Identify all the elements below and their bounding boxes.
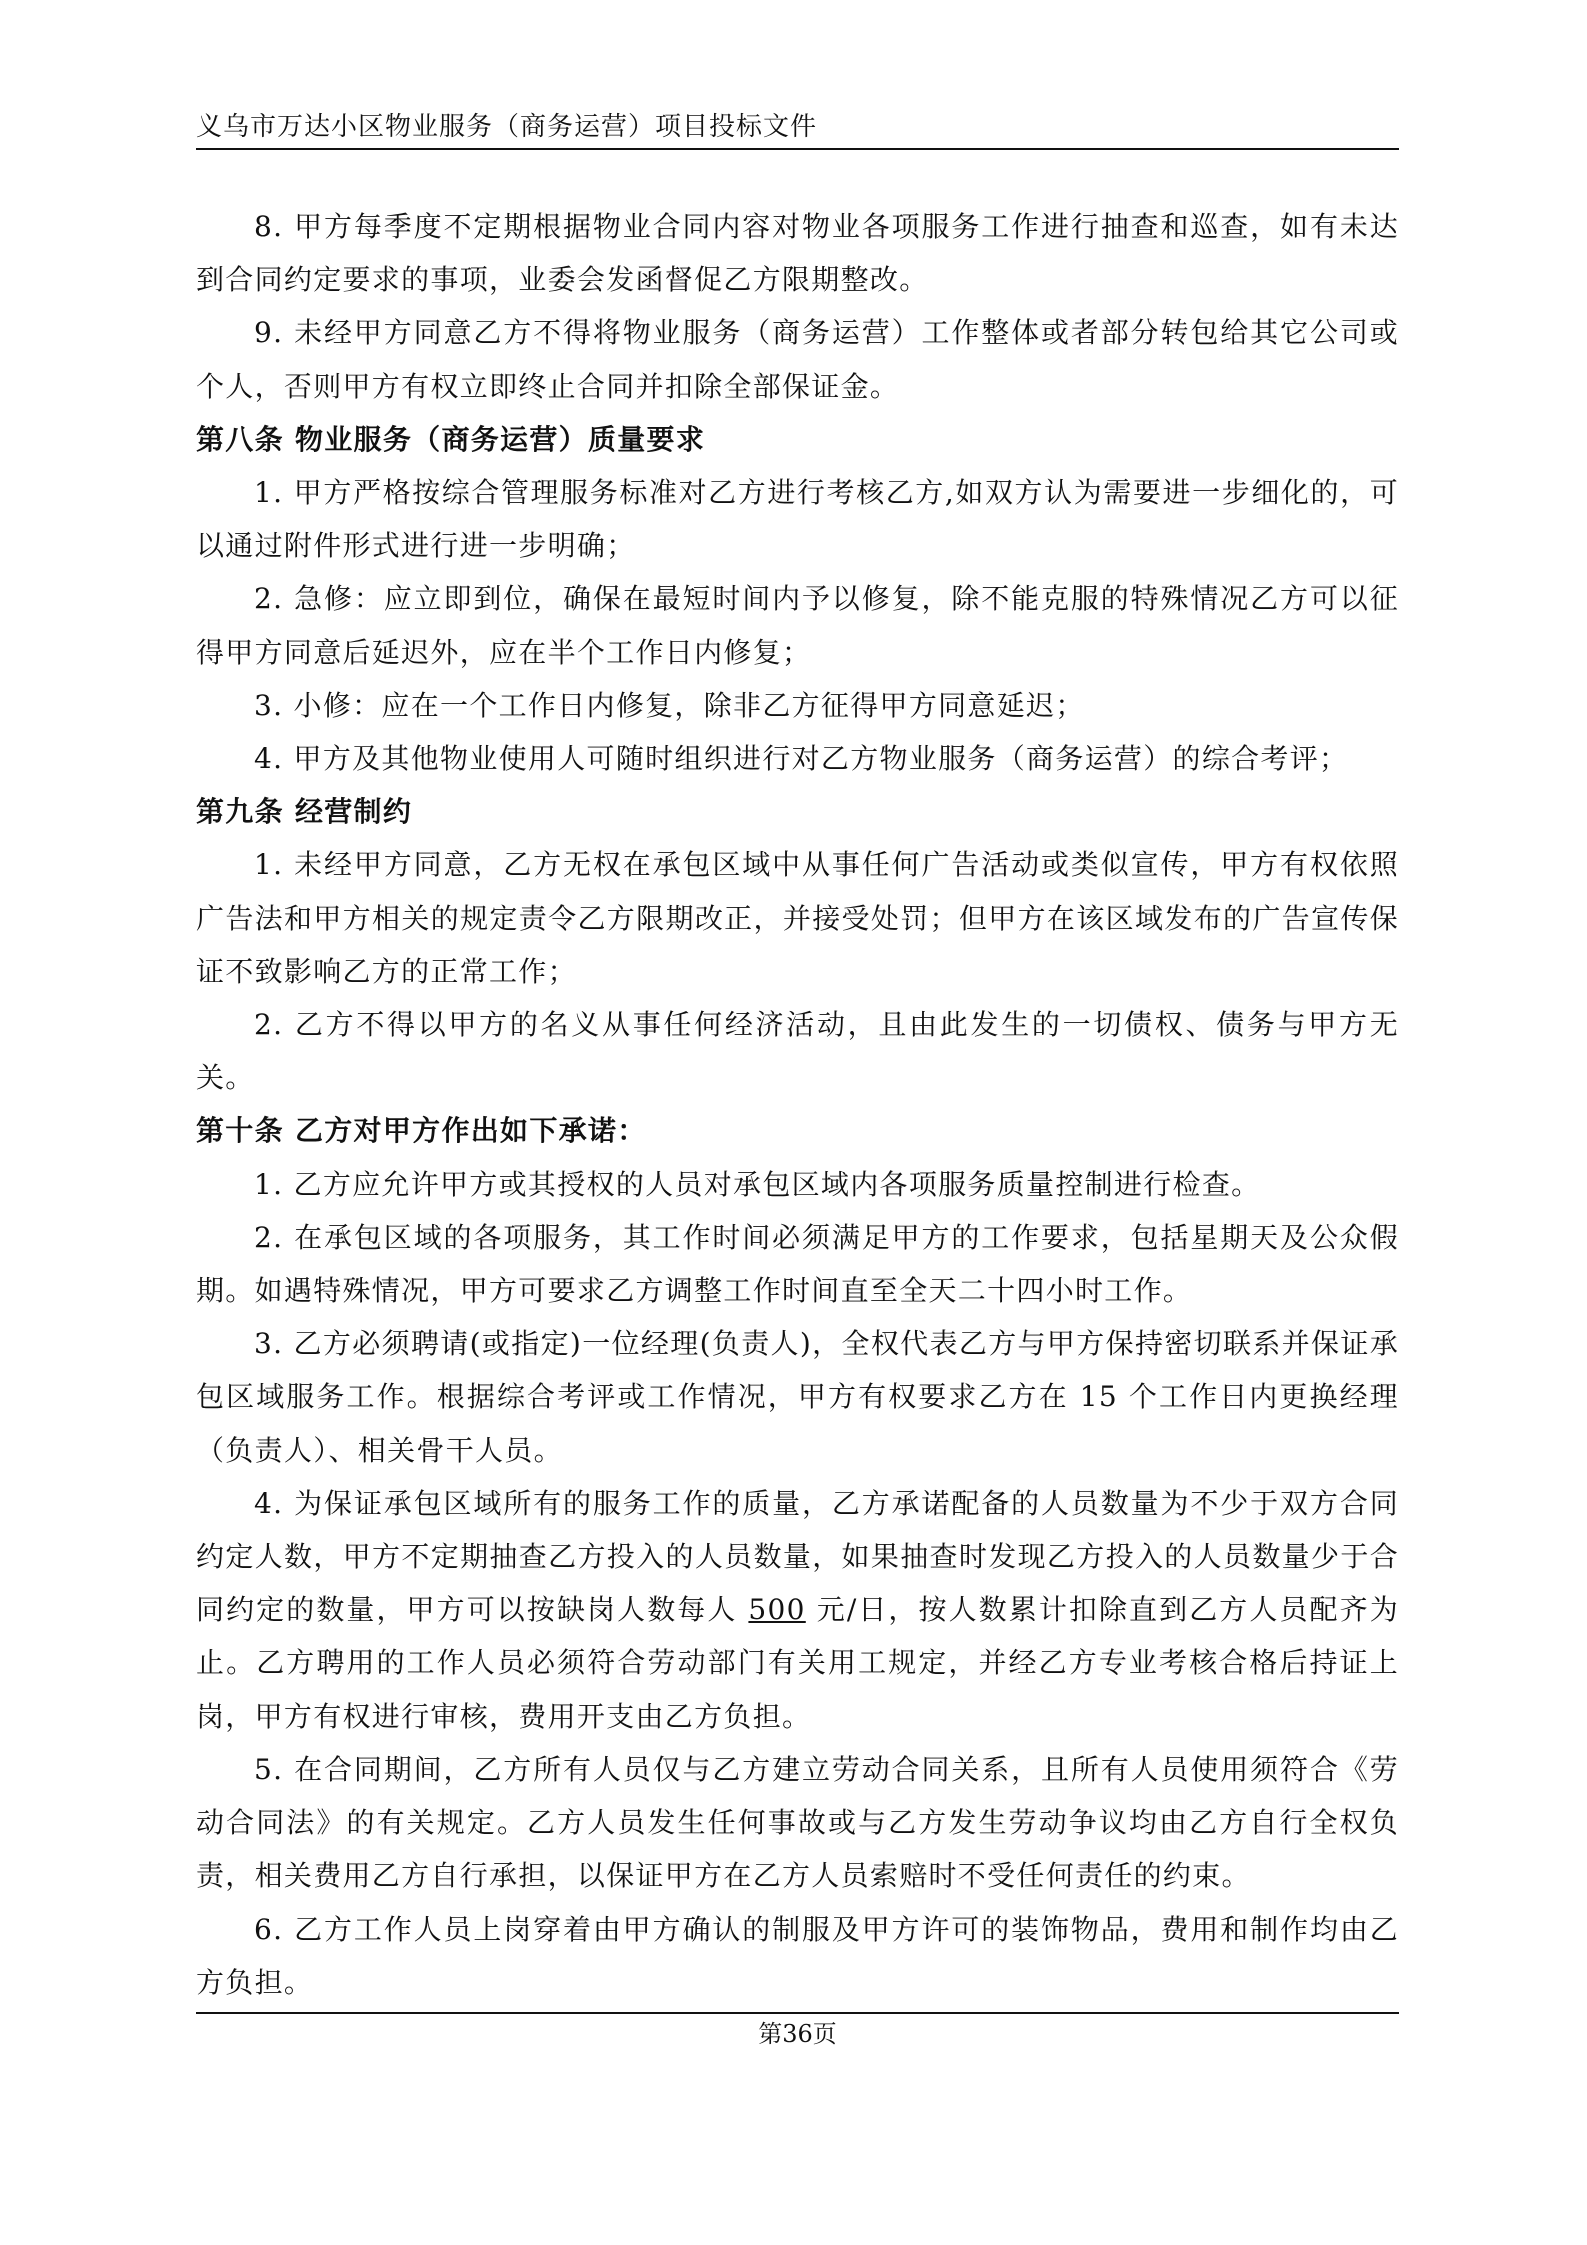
article-9-item-2: 2. 乙方不得以甲方的名义从事任何经济活动，且由此发生的一切债权、债务与甲方无关。 <box>196 1008 1399 1095</box>
document-body <box>196 200 1399 2009</box>
article-10-item-2: 2. 在承包区域的各项服务，其工作时间必须满足甲方的工作要求，包括星期天及公众假期。如遇特殊情况，甲方可要求乙方调整工作时间直至全天二十四小时工作。 <box>196 1220 1399 1308</box>
document-header <box>196 110 1399 150</box>
article-8-item-1: 1. 甲方严格按综合管理服务标准对乙方进行考核乙方,如双方认为需要进一步细化的，可以通过附件形式进行进一步明确； <box>196 476 1399 563</box>
article-10-item-6: 6. 乙方工作人员上岗穿着由甲方确认的制服及甲方许可的装饰物品，费用和制作均由乙方负担。 <box>196 1912 1399 1999</box>
page-number: 第36页 <box>758 2020 837 2048</box>
article-10-item-1: 1. 乙方应允许甲方或其授权的人员对承包区域内各项服务质量控制进行检查。 <box>254 1167 1261 1201</box>
page-footer <box>196 2018 1399 2050</box>
article-8-heading: 第八条 物业服务（商务运营）质量要求 <box>196 422 706 456</box>
footer-divider <box>196 2012 1399 2014</box>
header-title: 义乌市万达小区物业服务（商务运营）项目投标文件 <box>196 112 818 142</box>
article-8-item-4: 4. 甲方及其他物业使用人可随时组织进行对乙方物业服务（商务运营）的综合考评； <box>254 742 1349 776</box>
paragraph-item-9: 9. 未经甲方同意乙方不得将物业服务（商务运营）工作整体或者部分转包给其它公司或个人，否则甲方有权立即终止合同并扣除全部保证金。 <box>196 316 1399 403</box>
article-10-heading: 第十条 乙方对甲方作出如下承诺： <box>196 1114 647 1148</box>
article-10-item-4 <box>196 1477 1399 1743</box>
article-8-item-2: 2. 急修：应立即到位，确保在最短时间内予以修复，除不能克服的特殊情况乙方可以征得甲方同意后延迟外，应在半个工作日内修复； <box>196 582 1399 669</box>
article-10-item-5: 5. 在合同期间，乙方所有人员仅与乙方建立劳动合同关系，且所有人员使用须符合《劳动合同法》的有关规定。乙方人员发生任何事故或与乙方发生劳动争议均由乙方自行全权负责，相关费用乙方自行承担，以保证甲方在乙方人员索赔时不受任何责任的约束。 <box>196 1752 1399 1893</box>
paragraph-item-8: 8. 甲方每季度不定期根据物业合同内容对物业各项服务工作进行抽查和巡查，如有未达到合同约定要求的事项，业委会发函督促乙方限期整改。 <box>196 210 1399 297</box>
article-9-heading: 第九条 经营制约 <box>196 795 413 829</box>
article-8-item-3: 3. 小修：应在一个工作日内修复，除非乙方征得甲方同意延迟； <box>254 688 1085 722</box>
item-4-text-end: 元/日，按人数累计扣除直到乙方人员配齐为止。乙方聘用的工作人员必须符合劳动部门有关用工规定，并经乙方专业考核合格后持证上岗，甲方有权进行审核，费用开支由乙方负担。 <box>196 1593 1399 1733</box>
penalty-amount: 500 <box>748 1593 806 1627</box>
article-9-item-1: 1. 未经甲方同意，乙方无权在承包区域中从事任何广告活动或类似宣传，甲方有权依照广告法和甲方相关的规定责令乙方限期改正，并接受处罚；但甲方在该区域发布的广告宣传保证不致影响乙方的正常工作； <box>196 848 1399 988</box>
article-10-item-3: 3. 乙方必须聘请(或指定)一位经理(负责人)，全权代表乙方与甲方保持密切联系并保证承包区域服务工作。根据综合考评或工作情况，甲方有权要求乙方在 15 个工作日内更换经理（负责人）、相关骨干人员。 <box>196 1327 1399 1467</box>
item-4-text-start: 4. 为保证承包区域所有的服务工作的质量，乙方承诺配备的人员数量为不少于双方合同约定人数，甲方不定期抽查乙方投入的人员数量，如果抽查时发现乙方投入的人员数量少于合同约定的数量，甲方可以按缺岗人数每人 <box>196 1486 1399 1627</box>
